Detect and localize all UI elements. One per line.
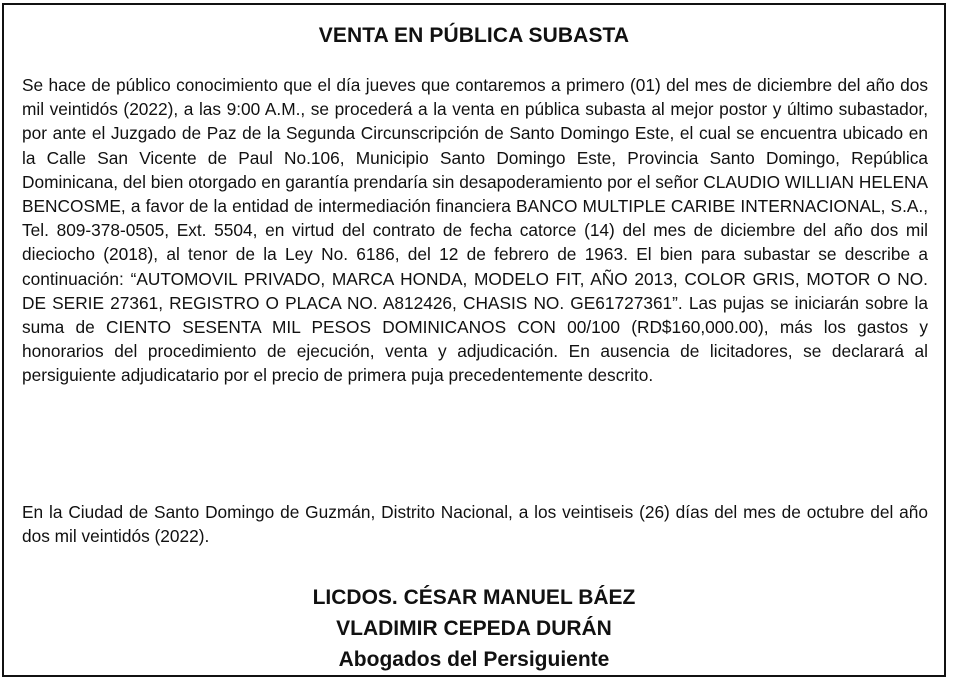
signature-block (4, 582, 944, 675)
notice-title: VENTA EN PÚBLICA SUBASTA (318, 24, 630, 47)
signature-line-name: VLADIMIR CEPEDA DURÁN (336, 617, 612, 640)
notice-body-paragraph: Se hace de público conocimiento que el día jueves que contaremos a primero (01) del mes de diciembre del año dos mil veintidós (2022), a las 9:00 A.M., se procederá a la venta en pública subasta al mejor postor y último subastador, por ante el Juzgado de Paz de la Segunda Circunscripción de Santo Domingo Este, el cual se encuentra ubicado en la Calle San Vicente de Paul No.106, Municipio Santo Domingo Este, Provincia Santo Domingo, República Dominicana, del bien otorgado en garantía prendaría sin desapoderamiento por el señor CLAUDIO WILLIAN HELENA BENCOSME, a favor de la entidad de intermediación financiera BANCO MULTIPLE CARIBE INTERNACIONAL, S.A., Tel. 809-378-0505, Ext. 5504, en virtud del contrato de fecha catorce (14) del mes de diciembre del año dos mil dieciocho (2018), al tenor de la Ley No. 6186, del 12 de febrero de 1963. El bien para subastar se describe a continuación: “AUTOMOVIL PRIVADO, MARCA HONDA, MODELO FIT, AÑO 2013, COLOR GRIS, MOTOR O NO. DE SERIE 27361, REGISTRO O PLACA NO. A812426, CHASIS NO. GE61727361”. Las pujas se iniciarán sobre la suma de CIENTO SESENTA MIL PESOS DOMINICANOS CON 00/100 (RD$160,000.00), más los gastos y honorarios del procedimiento de ejecución, venta y adjudicación. En ausencia de licitadores, se declarará al persiguiente adjudicatario por el precio de primera puja precedentemente descrito. (22, 75, 928, 386)
signature-line-lawyers: LICDOS. CÉSAR MANUEL BÁEZ (312, 586, 636, 609)
signature-line-role: Abogados del Persiguiente (338, 648, 610, 671)
auction-notice (2, 3, 946, 677)
notice-date-paragraph: En la Ciudad de Santo Domingo de Guzmán, Distrito Nacional, a los veintiseis (26) días del mes de octubre del año dos mil veintidós (2022). (22, 502, 928, 547)
